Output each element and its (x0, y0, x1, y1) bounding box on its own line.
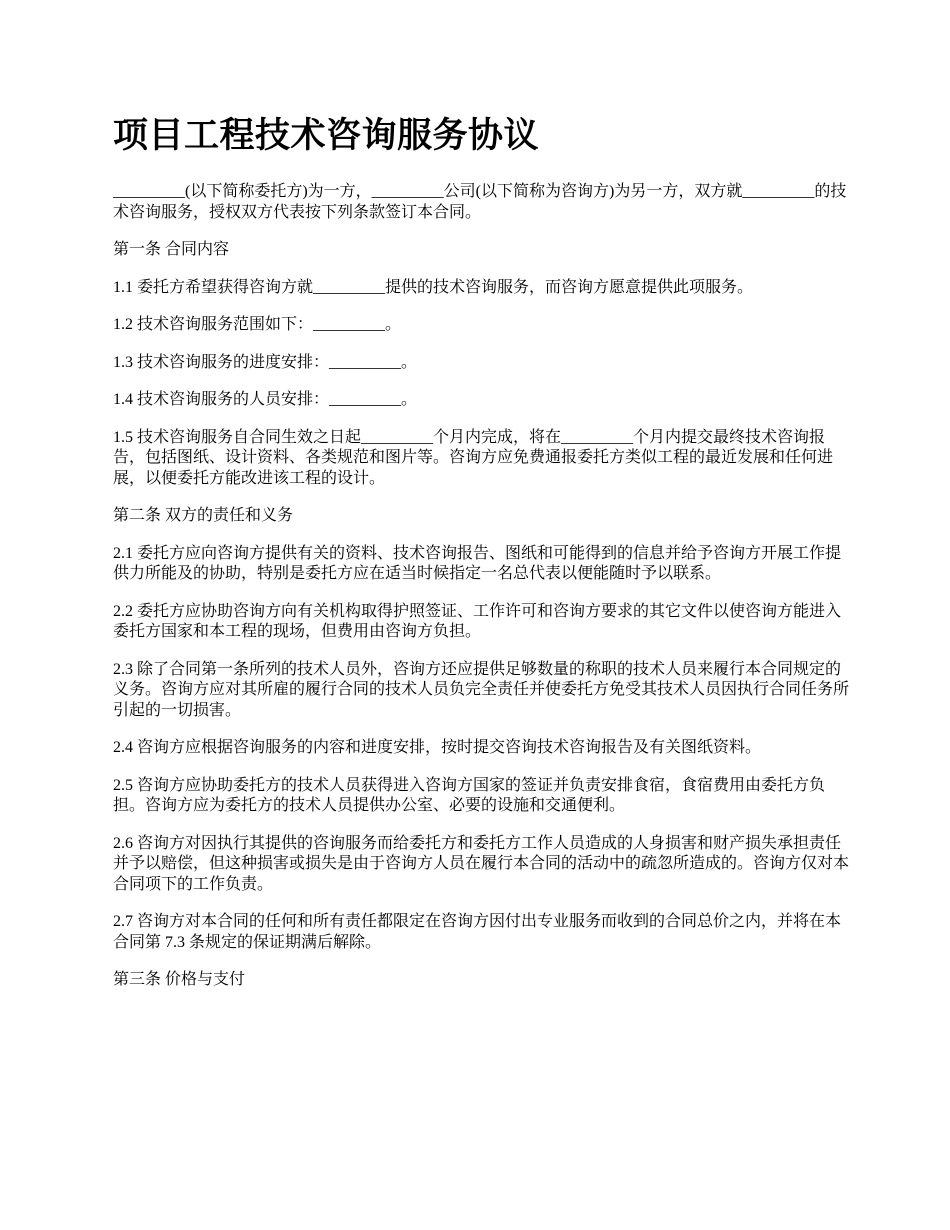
clause-2-1: 2.1 委托方应向咨询方提供有关的资料、技术咨询报告、图纸和可能得到的信息并给予咨询方开展工作提供力所能及的协助，特别是委托方应在适当时候指定一名总代表以便能随时予以联系。 (113, 544, 842, 582)
clause-1-1: 1.1 委托方希望获得咨询方就_________提供的技术咨询服务，而咨询方愿意提供此项服务。 (113, 278, 754, 296)
clause-2-6: 2.6 咨询方对因执行其提供的咨询服务而给委托方和委托方工作人员造成的人身损害和财产损失承担责任并予以赔偿，但这种损害或损失是由于咨询方人员在履行本合同的活动中的疏忽所造成的。咨询方仅对本合同项下的工作负责。 (113, 834, 850, 893)
clause-2-5: 2.5 咨询方应协助委托方的技术人员获得进入咨询方国家的签证并负责安排食宿，食宿费用由委托方负担。咨询方应为委托方的技术人员提供办公室、必要的设施和交通便利。 (113, 776, 826, 814)
clause-2-2: 2.2 委托方应协助咨询方向有关机构取得护照签证、工作许可和咨询方要求的其它文件以使咨询方能进入委托方国家和本工程的现场，但费用由咨询方负担。 (113, 602, 842, 640)
clause-1-4: 1.4 技术咨询服务的人员安排：_________。 (113, 391, 418, 408)
clause-2-7: 2.7 咨询方对本合同的任何和所有责任都限定在咨询方因付出专业服务而收到的合同总价之内，并将在本合同第 7.3 条规定的保证期满后解除。 (113, 913, 842, 951)
document-title: 项目工程技术咨询服务协议 (113, 116, 540, 156)
article-1-heading: 第一条 合同内容 (113, 241, 230, 258)
clause-1-2: 1.2 技术咨询服务范围如下：_________。 (113, 316, 402, 333)
article-3-heading: 第三条 价格与支付 (113, 971, 246, 988)
clause-1-5: 1.5 技术咨询服务自合同生效之日起_________个月内完成，将在_________个月内提交最终技术咨询报告，包括图纸、设计资料、各类规范和图片等。咨询方应免费通报委托方类似工程的最近发展和任何进展，以便委托方能改进该工程的设计。 (113, 428, 834, 487)
clause-2-3: 2.3 除了合同第一条所列的技术人员外，咨询方还应提供足够数量的称职的技术人员来履行本合同规定的义务。咨询方应对其所雇的履行合同的技术人员负完全责任并使委托方免受其技术人员因执行合同任务所引起的一切损害。 (113, 660, 850, 719)
clause-2-4: 2.4 咨询方应根据咨询服务的内容和进度安排，按时提交咨询技术咨询报告及有关图纸资料。 (113, 739, 762, 756)
clause-1-3: 1.3 技术咨询服务的进度安排：_________。 (113, 353, 418, 371)
document-page (113, 112, 855, 1008)
article-2-heading: 第二条 双方的责任和义务 (113, 507, 294, 524)
intro-paragraph: _________(以下简称委托方)为一方，_________公司(以下简称为咨询方)为另一方，双方就_________的技术咨询服务，授权双方代表按下列条款签订本合同。 (113, 183, 847, 221)
